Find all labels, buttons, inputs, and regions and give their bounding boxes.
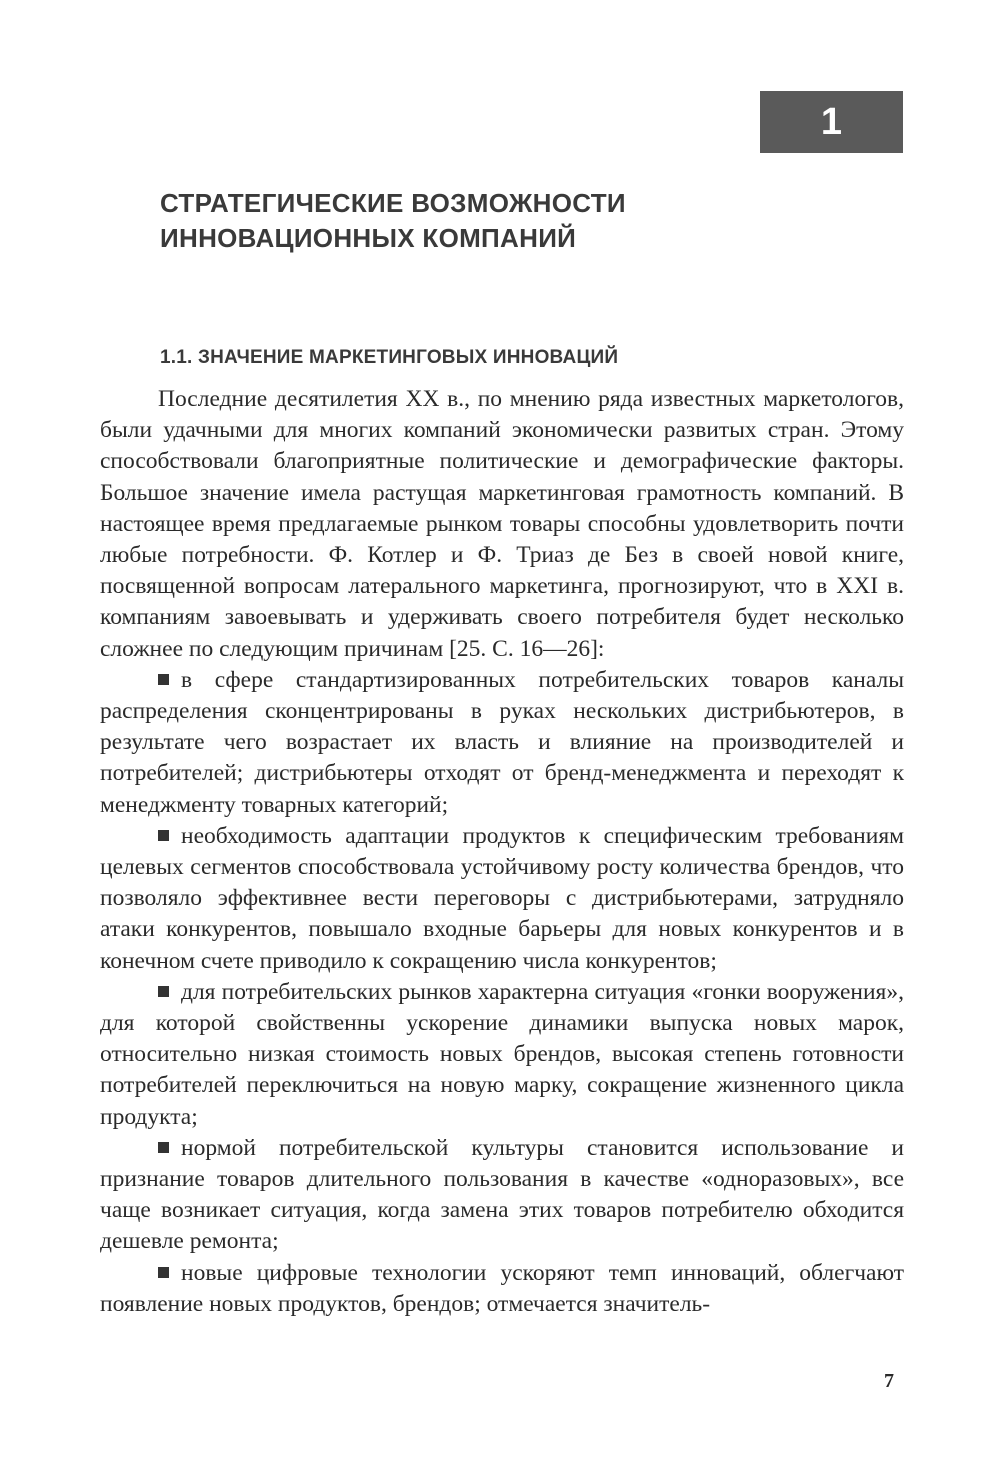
chapter-title-line-2: ИННОВАЦИОННЫХ КОМПАНИЙ [160, 223, 577, 253]
square-bullet-icon [158, 986, 169, 997]
bullet-text: нормой потребительской культуры становится использование и признание товаров длительного пользования в качестве «одноразовых», все чаще возникает ситуация, когда замена этих товаров потребителю обходится дешевле ремонта; [100, 1134, 904, 1255]
intro-paragraph [100, 384, 904, 665]
square-bullet-icon [158, 1142, 169, 1153]
bullet-paragraph [100, 665, 904, 821]
square-bullet-icon [158, 1267, 169, 1278]
bullet-text: новые цифровые технологии ускоряют темп инноваций, облегчают появление новых продуктов, брендов; отмечается значитель- [100, 1259, 904, 1317]
bullet-paragraph [100, 977, 904, 1133]
body-text [100, 384, 904, 1320]
bullet-text: необходимость адаптации продуктов к специфическим требованиям целевых сегментов способствовала устойчивому росту количества брендов, что позволяло эффективнее вести переговоры с дистрибьютерами, затрудняло атаки конкурентов, повышало входные барьеры для новых конкурентов и в конечном счете приводило к сокращению числа конкурентов; [100, 822, 904, 974]
chapter-number: 1 [820, 100, 843, 143]
square-bullet-icon [158, 830, 169, 841]
bullet-text: для потребительских рынков характерна ситуация «гонки вооружения», для которой свойственны ускорение динамики выпуска новых марок, относительно низкая стоимость новых брендов, высокая степень готовности потребителей переключиться на новую марку, сокращение жизненного цикла продукта; [100, 978, 904, 1130]
bullet-text: в сфере стандартизированных потребительских товаров каналы распределения сконцентрированы в руках нескольких дистрибьютеров, в результате чего возрастает их власть и влияние на производителей и потребителей; дистрибьютеры отходят от бренд-менеджмента и переходят к менеджменту товарных категорий; [100, 666, 904, 818]
bullet-paragraph [100, 1133, 904, 1258]
section-title: 1.1. ЗНАЧЕНИЕ МАРКЕТИНГОВЫХ ИННОВАЦИЙ [160, 347, 619, 368]
chapter-number-badge [760, 91, 903, 153]
bullet-paragraph [100, 821, 904, 977]
square-bullet-icon [158, 674, 169, 685]
chapter-title [160, 186, 860, 256]
intro-text: Последние десятилетия XX в., по мнению ряда известных маркетологов, были удачными для многих компаний экономически развитых стран. Этому способствовали благоприятные политические и демографические факторы. Большое значение имела растущая маркетинговая грамотность компаний. В настоящее время предлагаемые рынком товары способны удовлетворить почти любые потребности. Ф. Котлер и Ф. Триаз де Без в своей новой книге, посвященной вопросам латерального маркетинга, прогнозируют, что в XXI в. компаниям завоевывать и удерживать своего потребителя будет несколько сложнее по следующим причинам [25. С. 16—26]: [100, 386, 904, 662]
page-number: 7 [884, 1370, 894, 1392]
bullet-paragraph [100, 1258, 904, 1320]
chapter-title-line-1: СТРАТЕГИЧЕСКИЕ ВОЗМОЖНОСТИ [160, 188, 626, 218]
